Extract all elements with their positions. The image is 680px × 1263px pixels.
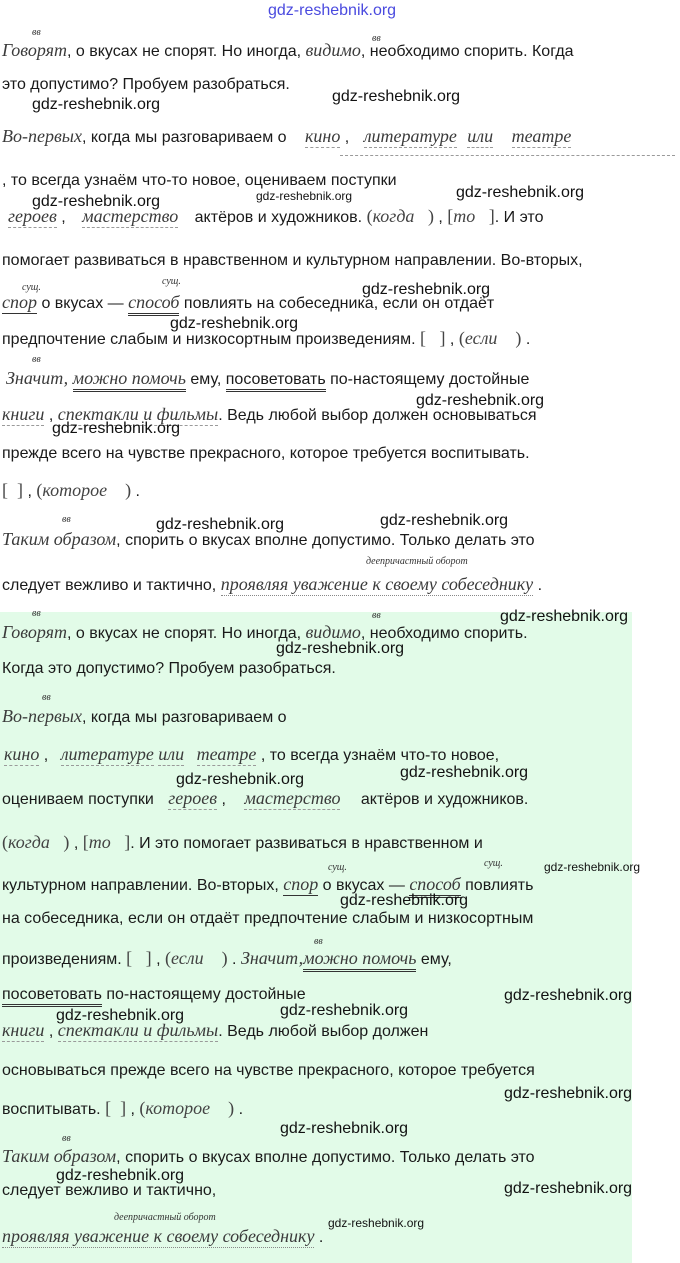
watermark: gdz-reshebnik.org (56, 1007, 185, 1024)
scheme-bracket: (если ) (165, 948, 228, 968)
watermark: gdz-reshebnik.org (32, 96, 161, 113)
scheme-bracket: (когда ) (2, 832, 70, 852)
word-govoryat: Говорят (2, 40, 68, 60)
word-vidimo: видимо (305, 40, 361, 60)
text: повлиять на собеседника, если он отдаёт (183, 295, 495, 312)
text: , необходимо спорить. Когда (360, 43, 574, 60)
word-literature: литературе (60, 744, 154, 764)
word-mozhno-pomoch: можно помочь (73, 368, 186, 392)
text: , спорить о вкусах вполне допустимо. Только делать это (116, 1149, 535, 1166)
scheme-bracket: [ ] (419, 328, 446, 348)
mark-deeprich: деепричастный оборот (114, 1212, 216, 1223)
text: , спорить о вкусах вполне допустимо. Только делать это (116, 532, 535, 549)
text-line: Во-первых, когда мы разговариваем о кино , литературе или театре (2, 126, 572, 146)
text-line: Когда это допустимо? Пробуем разобраться. (2, 660, 336, 677)
text: . И это помогает развиваться в нравственном и (130, 835, 483, 852)
scheme-bracket: [ ] (105, 1098, 127, 1118)
watermark: gdz-reshebnik.org (504, 1085, 633, 1102)
mark-vv: вв (314, 936, 323, 947)
text-line: произведениям. [ ] , (если ) . Значит,можно помочь ему, (2, 948, 452, 969)
text-line (2, 706, 287, 727)
text-line (2, 40, 574, 61)
word-govoryat: Говорят (2, 622, 68, 642)
word-takim-obrazom: Таким образом (2, 529, 117, 549)
site-watermark-top: gdz-reshebnik.org (268, 2, 397, 19)
watermark: gdz-reshebnik.org (276, 640, 405, 657)
text-line (2, 292, 494, 313)
watermark: gdz-reshebnik.org (340, 892, 469, 909)
word-kogda: когда (8, 832, 50, 852)
watermark: gdz-reshebnik.org (56, 1167, 185, 1184)
word-knigi: книги (2, 404, 45, 424)
text: актёров и художников. (194, 209, 363, 226)
word-sposob: способ (409, 874, 460, 898)
text: предпочтение слабым и низкосортным произведениям. (2, 331, 416, 348)
text: оцениваем поступки (2, 791, 154, 808)
text: актёров и художников. (360, 791, 529, 808)
watermark: gdz-reshebnik.org (280, 1002, 409, 1019)
word-masterstvo: мастерство (82, 206, 179, 226)
word-kogda: когда (372, 206, 415, 226)
text: , когда мы разговариваем о (81, 129, 287, 146)
text-line: [ ] , (которое ) . (2, 480, 140, 500)
watermark: gdz-reshebnik.org (504, 987, 633, 1004)
watermark: gdz-reshebnik.org (256, 189, 353, 203)
text-line (2, 986, 306, 1004)
mark-sush: сущ. (22, 282, 41, 293)
word-geroev: героев (168, 788, 218, 808)
text: о вкусах — (41, 295, 124, 312)
word-spektakli: спектакли и фильмы (57, 404, 219, 424)
mark-vv: вв (42, 692, 51, 703)
text: . Ведь любой выбор должен (218, 1023, 429, 1040)
word-knigi: книги (2, 1020, 45, 1040)
word-masterstvo: мастерство (244, 788, 341, 808)
text-line: книги , спектакли и фильмы. Ведь любой выбор должен основываться (2, 404, 537, 424)
text-line: оцениваем поступки героев , мастерство актёров и художников. (2, 788, 529, 808)
watermark: gdz-reshebnik.org (362, 281, 491, 298)
text-line: следует вежливо и тактично, проявляя уважение к своему собеседнику . (2, 574, 543, 594)
scheme-bracket: [ ] (2, 480, 23, 500)
mark-vv: вв (372, 610, 381, 621)
word-posovetovat: посоветовать (2, 986, 102, 1007)
text-line: предпочтение слабым и низкосортным произведениям. [ ] , (если ) . (2, 328, 531, 348)
watermark: gdz-reshebnik.org (280, 1120, 409, 1137)
text-line: книги , спектакли и фильмы. Ведь любой выбор должен (2, 1020, 429, 1040)
mark-sush: сущ. (162, 276, 181, 287)
text: по-настоящему достойные (330, 371, 530, 388)
text: по-настоящему достойные (106, 986, 306, 1003)
word-kino: кино (305, 126, 341, 146)
word-teatre: театре (196, 744, 257, 764)
text: . И это (494, 209, 544, 226)
text-line: основываться прежде всего на чувстве прекрасного, которое требуется (2, 1062, 535, 1079)
mark-deeprich: деепричастный оборот (366, 556, 468, 567)
text-line: (когда ) , [то ]. И это помогает развиваться в нравственном и (2, 832, 483, 852)
text-line: проявляя уважение к своему собеседнику . (2, 1226, 324, 1246)
word-to: то (88, 832, 111, 852)
text: воспитывать. (2, 1101, 101, 1118)
text: культурном направлении. Во-вторых, (2, 877, 279, 894)
watermark: gdz-reshebnik.org (504, 1180, 633, 1197)
word-kotoroe: которое (145, 1098, 211, 1118)
word-vo-pervykh: Во-первых (2, 126, 82, 146)
dash-underline (340, 155, 675, 156)
text: , то всегда узнаём что-то новое, (260, 747, 500, 764)
mark-vv: вв (32, 27, 41, 38)
scheme-bracket: [то ] (447, 206, 495, 226)
mark-sush: сущ. (328, 862, 347, 873)
mark-vv: вв (62, 514, 71, 525)
word-vidimo: видимо (305, 622, 361, 642)
word-to: то (453, 206, 476, 226)
text: , необходимо спорить. (360, 625, 528, 642)
word-mozhno-pomoch: можно помочь (303, 948, 416, 972)
mark-vv: вв (32, 608, 41, 619)
word-spor: спор (2, 292, 37, 312)
text-line: прежде всего на чувстве прекрасного, которое требуется воспитывать. (2, 445, 530, 462)
watermark: gdz-reshebnik.org (416, 392, 545, 409)
watermark: gdz-reshebnik.org (380, 512, 509, 529)
word-posovetovat: посоветовать (226, 371, 326, 392)
watermark: gdz-reshebnik.org (544, 860, 641, 874)
watermark: gdz-reshebnik.org (52, 420, 181, 437)
word-literature: литературе (363, 126, 457, 146)
word-sposob: способ (128, 292, 179, 316)
watermark: gdz-reshebnik.org (156, 516, 285, 533)
text-line: , то всегда узнаём что-то новое, оцениваем поступки (2, 172, 397, 189)
text-line: героев , мастерство актёров и художников. (когда ) , [то ]. И это (8, 206, 544, 226)
text-line (2, 368, 529, 389)
text: , когда мы разговариваем о (81, 709, 287, 726)
word-kotoroe: которое (42, 480, 108, 500)
word-takim-obrazom: Таким образом (2, 1146, 117, 1166)
watermark: gdz-reshebnik.org (456, 184, 585, 201)
word-ili: или (467, 126, 494, 146)
text-line (2, 622, 528, 643)
word-geroev: героев (8, 206, 57, 226)
word-proyavlyaya: проявляя уважение к своему собеседнику (220, 574, 534, 594)
word-vo-pervykh: Во-первых (2, 706, 82, 726)
text-line: следует вежливо и тактично, (2, 1182, 217, 1199)
watermark: gdz-reshebnik.org (400, 764, 529, 781)
text: ему, (420, 951, 452, 968)
word-teatre: театре (511, 126, 572, 146)
mark-sush: сущ. (484, 858, 503, 869)
word-spektakli: спектакли и фильмы (57, 1020, 219, 1040)
text-line: на собеседника, если он отдаёт предпочтение слабым и низкосортным (2, 910, 534, 927)
mark-vv: вв (62, 1133, 71, 1144)
word-znachit: Значит, (240, 948, 304, 968)
word-kino: кино (4, 744, 40, 764)
text: , о вкусах не спорят. Но иногда, (67, 625, 302, 642)
text-line: это допустимо? Пробуем разобраться. (2, 76, 290, 93)
watermark: gdz-reshebnik.org (328, 1216, 425, 1230)
scheme-bracket: (когда ) (366, 206, 434, 226)
word-esli: если (171, 948, 204, 968)
scheme-bracket: [то ] (82, 832, 131, 852)
text: следует вежливо и тактично, (2, 577, 217, 594)
text: ему, (190, 371, 222, 388)
text: произведениям. (2, 951, 122, 968)
text: повлиять (465, 877, 534, 894)
watermark: gdz-reshebnik.org (170, 315, 299, 332)
text: о вкусах — (322, 877, 405, 894)
text: . Ведь любой выбор должен основываться (218, 407, 537, 424)
word-spor: спор (283, 874, 319, 894)
word-proyavlyaya: проявляя уважение к своему собеседнику (2, 1226, 315, 1246)
scheme-bracket: (которое ) (36, 480, 132, 500)
watermark: gdz-reshebnik.org (32, 193, 161, 210)
watermark: gdz-reshebnik.org (332, 88, 461, 105)
scheme-bracket: (если ) (458, 328, 522, 348)
word-esli: если (464, 328, 498, 348)
word-znachit: Значит, (6, 368, 69, 388)
scheme-bracket: [ ] (126, 948, 152, 968)
word-ili: или (158, 744, 185, 764)
mark-vv: вв (372, 33, 381, 44)
scheme-bracket: (которое ) (139, 1098, 235, 1118)
mark-vv: вв (32, 354, 41, 365)
text-line: кино , литературе или театре , то всегда узнаём что-то новое, (4, 744, 500, 764)
watermark: gdz-reshebnik.org (176, 771, 305, 788)
text-line (2, 1146, 535, 1167)
text-line: помогает развиваться в нравственном и культурном направлении. Во-вторых, (2, 252, 583, 269)
watermark: gdz-reshebnik.org (500, 608, 629, 625)
text-line (2, 529, 535, 550)
text: , о вкусах не спорят. Но иногда, (67, 43, 302, 60)
text-line: воспитывать. [ ] , (которое ) . (2, 1098, 244, 1118)
